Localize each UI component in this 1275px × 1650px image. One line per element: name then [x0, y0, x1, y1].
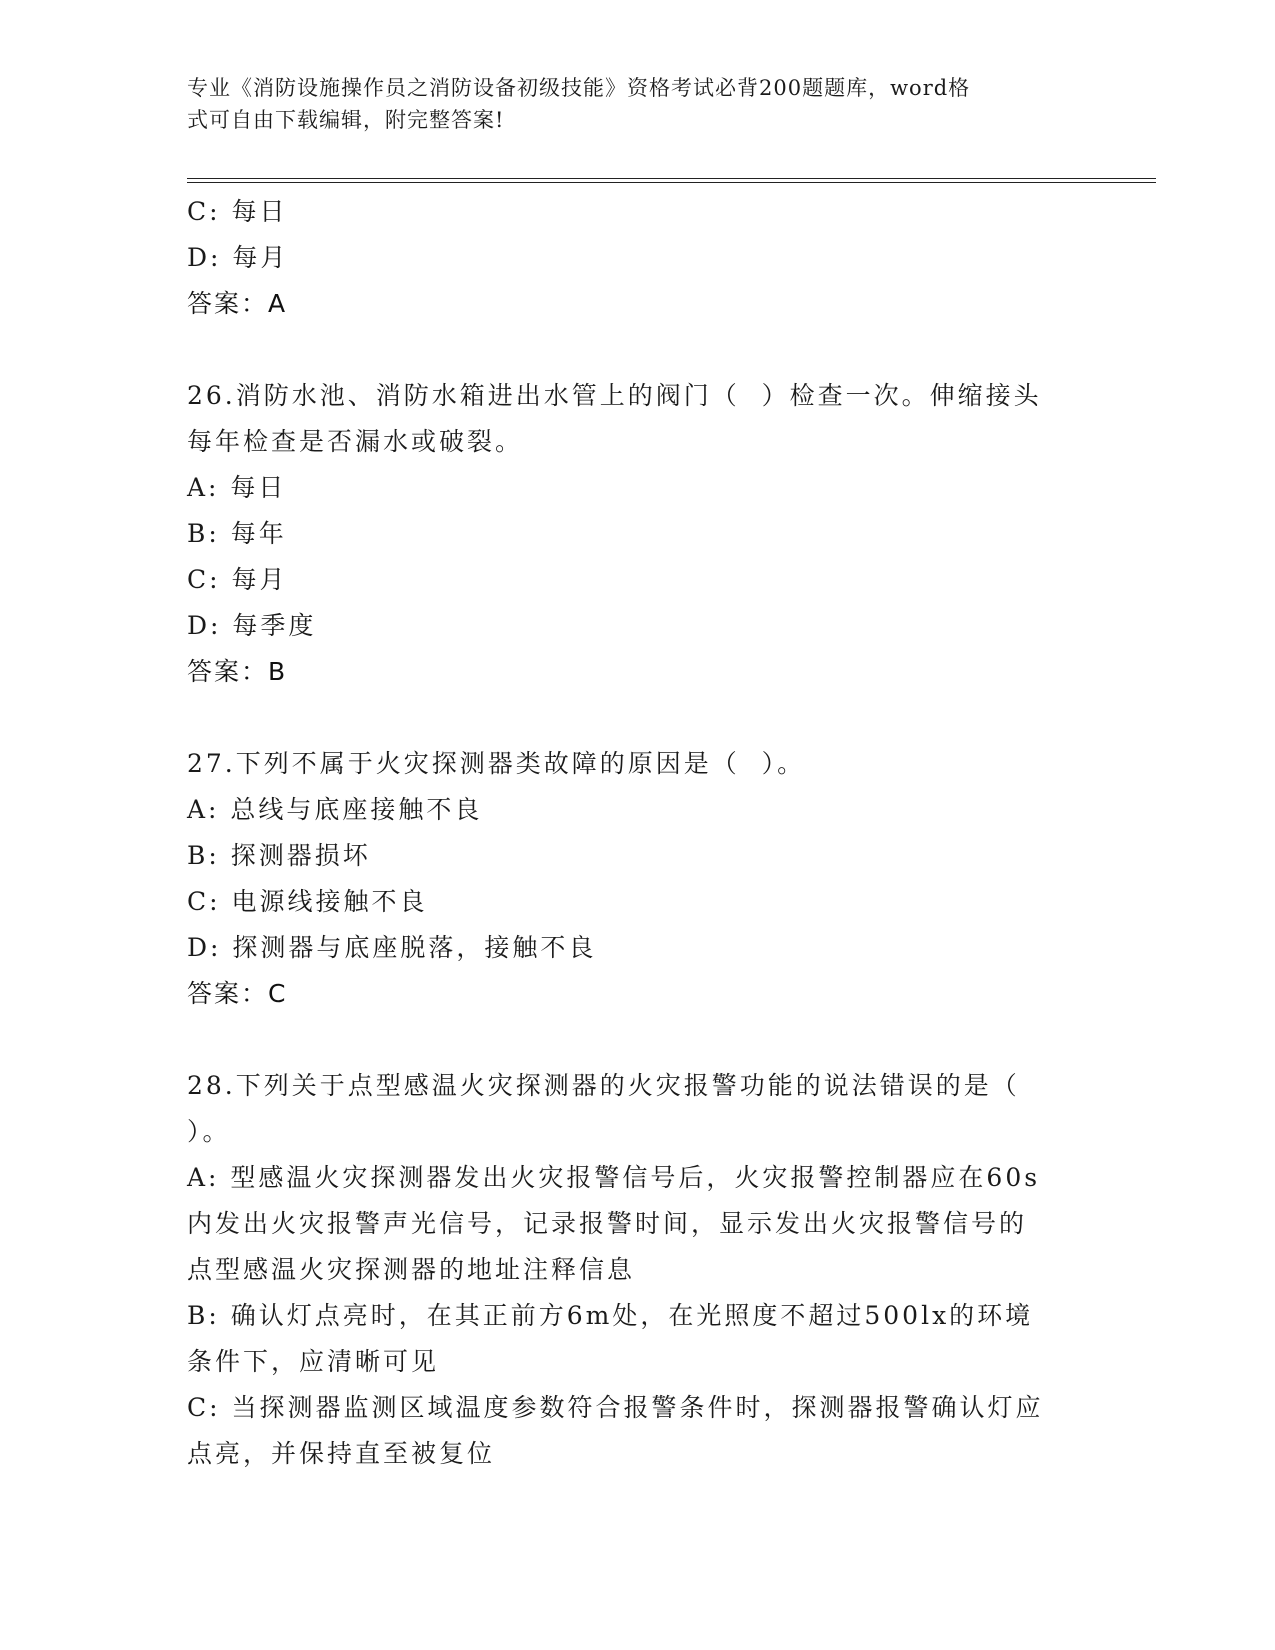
question-stem: 26.消防水池、消防水箱进出水管上的阀门（ ）检查一次。伸缩接头 [187, 381, 1042, 410]
document-body [187, 189, 1087, 1477]
question-stem-continued: ）。 [187, 1117, 231, 1146]
question-27 [187, 741, 1087, 1017]
option-c-continued: 点亮，并保持直至被复位 [187, 1439, 496, 1468]
question-stem: 27.下列不属于火灾探测器类故障的原因是（ ）。 [187, 749, 806, 778]
option-c: C: 每日 [187, 197, 288, 226]
header-double-rule [187, 178, 1156, 183]
answer-line: 答案：C [187, 979, 288, 1008]
spacer [187, 1017, 1087, 1063]
option-a: A: 总线与底座接触不良 [187, 795, 483, 824]
option-d: D: 探测器与底座脱落，接触不良 [187, 933, 597, 962]
option-c: C: 电源线接触不良 [187, 887, 428, 916]
option-b: B: 确认灯点亮时，在其正前方6m处，在光照度不超过500lx的环境 [187, 1301, 1034, 1330]
answer-line: 答案：A [187, 289, 288, 318]
option-a-continued: 内发出火灾报警声光信号，记录报警时间，显示发出火灾报警信号的 [187, 1209, 1028, 1238]
option-c: C: 每月 [187, 565, 288, 594]
question-stem: 28.下列关于点型感温火灾探测器的火灾报警功能的说法错误的是（ [187, 1071, 1020, 1100]
option-b: B: 每年 [187, 519, 287, 548]
document-header [187, 72, 1067, 136]
header-line-1: 专业《消防设施操作员之消防设备初级技能》资格考试必背200题题库，word格 [187, 76, 971, 100]
option-a: A: 每日 [187, 473, 287, 502]
previous-question-tail [187, 189, 1087, 327]
question-28 [187, 1063, 1087, 1477]
question-stem-continued: 每年检查是否漏水或破裂。 [187, 427, 524, 456]
option-b-continued: 条件下，应清晰可见 [187, 1347, 440, 1376]
question-26 [187, 373, 1087, 695]
option-d: D: 每季度 [187, 611, 317, 640]
option-a-continued: 点型感温火灾探测器的地址注释信息 [187, 1255, 636, 1284]
spacer [187, 327, 1087, 373]
option-c: C: 当探测器监测区域温度参数符合报警条件时，探测器报警确认灯应 [187, 1393, 1044, 1422]
option-d: D: 每月 [187, 243, 289, 272]
option-b: B: 探测器损坏 [187, 841, 371, 870]
spacer [187, 695, 1087, 741]
option-a: A: 型感温火灾探测器发出火灾报警信号后，火灾报警控制器应在60s [187, 1163, 1041, 1192]
header-line-2: 式可自由下载编辑，附完整答案! [187, 108, 505, 132]
answer-line: 答案：B [187, 657, 288, 686]
